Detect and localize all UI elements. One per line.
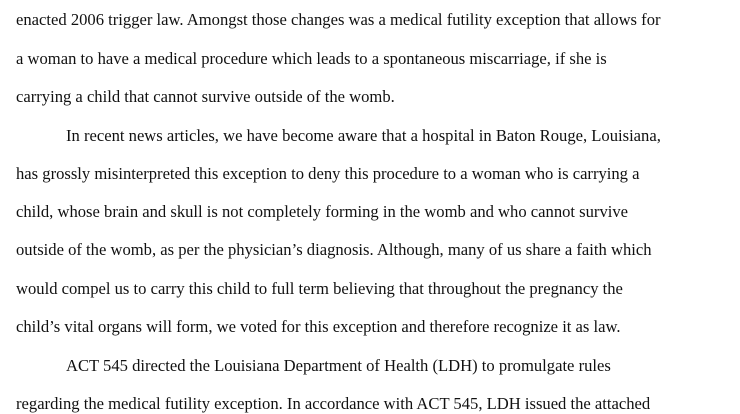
text-line-3: carrying a child that cannot survive outside of the womb. bbox=[16, 87, 395, 106]
text-line-4: In recent news articles, we have become aware that a hospital in Baton Rouge, Louisiana, bbox=[66, 126, 661, 145]
text-line-5: has grossly misinterpreted this exception to deny this procedure to a woman who is carrying a bbox=[16, 164, 640, 183]
text-line-6: child, whose brain and skull is not completely forming in the womb and who cannot survive bbox=[16, 202, 629, 221]
text-line-8: would compel us to carry this child to full term believing that throughout the pregnancy the bbox=[16, 279, 623, 298]
text-line-11: regarding the medical futility exception. In accordance with ACT 545, LDH issued the attached bbox=[16, 394, 651, 413]
text-line-10: ACT 545 directed the Louisiana Department of Health (LDH) to promulgate rules bbox=[66, 356, 611, 375]
text-line-2: a woman to have a medical procedure which leads to a spontaneous miscarriage, if she is bbox=[16, 49, 607, 68]
text-line-9: child’s vital organs will form, we voted for this exception and therefore recognize it as law. bbox=[16, 317, 621, 336]
text-line-1: enacted 2006 trigger law. Amongst those changes was a medical futility exception that allows for bbox=[16, 10, 661, 29]
text-line-7: outside of the womb, as per the physician’s diagnosis. Although, many of us share a faith which bbox=[16, 240, 652, 259]
